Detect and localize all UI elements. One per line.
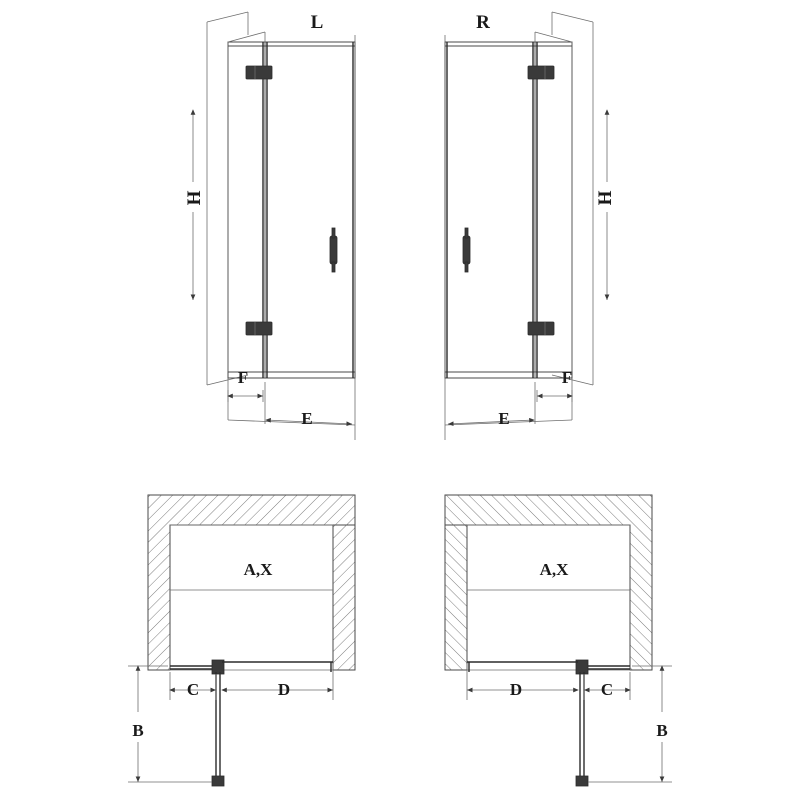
elevation-right-hand-label: R xyxy=(476,12,490,33)
elevation-left-dim-height xyxy=(184,110,205,300)
elevation-left-panel-large-label: E xyxy=(301,409,313,428)
plan-right-wall-hatch xyxy=(445,495,652,670)
elevation-left-hand-label: L xyxy=(310,12,324,33)
plan-left-depth-label: B xyxy=(132,721,144,740)
elevation-right-panel-large-label: E xyxy=(498,409,510,428)
elevation-right-view xyxy=(445,12,607,440)
elevation-left-dim-widths xyxy=(228,382,355,440)
elevation-right-panel-small-label: F xyxy=(561,368,573,387)
plan-right-view xyxy=(445,495,672,786)
plan-right-room-outline xyxy=(467,525,630,670)
elevation-left-panel-small-label: F xyxy=(237,368,249,387)
elevation-right-height-label: H xyxy=(595,190,616,206)
plan-right-door-assembly xyxy=(467,660,630,786)
elevation-left-height-label: H xyxy=(184,190,205,206)
elevation-left-hinges xyxy=(246,66,272,335)
elevation-left-view xyxy=(184,12,355,440)
plan-left-wall-hatch xyxy=(148,495,355,670)
plan-left-room-outline xyxy=(170,525,333,670)
plan-right-depth-label: B xyxy=(656,721,668,740)
elevation-left-enclosure-outline xyxy=(207,12,355,425)
plan-right-wall-label: A,X xyxy=(539,560,569,579)
plan-left-door-assembly xyxy=(170,660,333,786)
plan-left-panel-large-label: D xyxy=(277,680,291,699)
plan-left-wall-label: A,X xyxy=(243,560,273,579)
elevation-right-handle xyxy=(463,228,470,272)
plan-left-view xyxy=(128,495,355,786)
elevation-left-handle xyxy=(330,228,337,272)
plan-right-panel-large-label: D xyxy=(509,680,523,699)
plan-left-panel-small-label: C xyxy=(186,680,200,699)
plan-right-panel-small-label: C xyxy=(600,680,614,699)
elevation-right-hinges xyxy=(528,66,554,335)
elevation-right-enclosure-outline xyxy=(445,12,593,425)
